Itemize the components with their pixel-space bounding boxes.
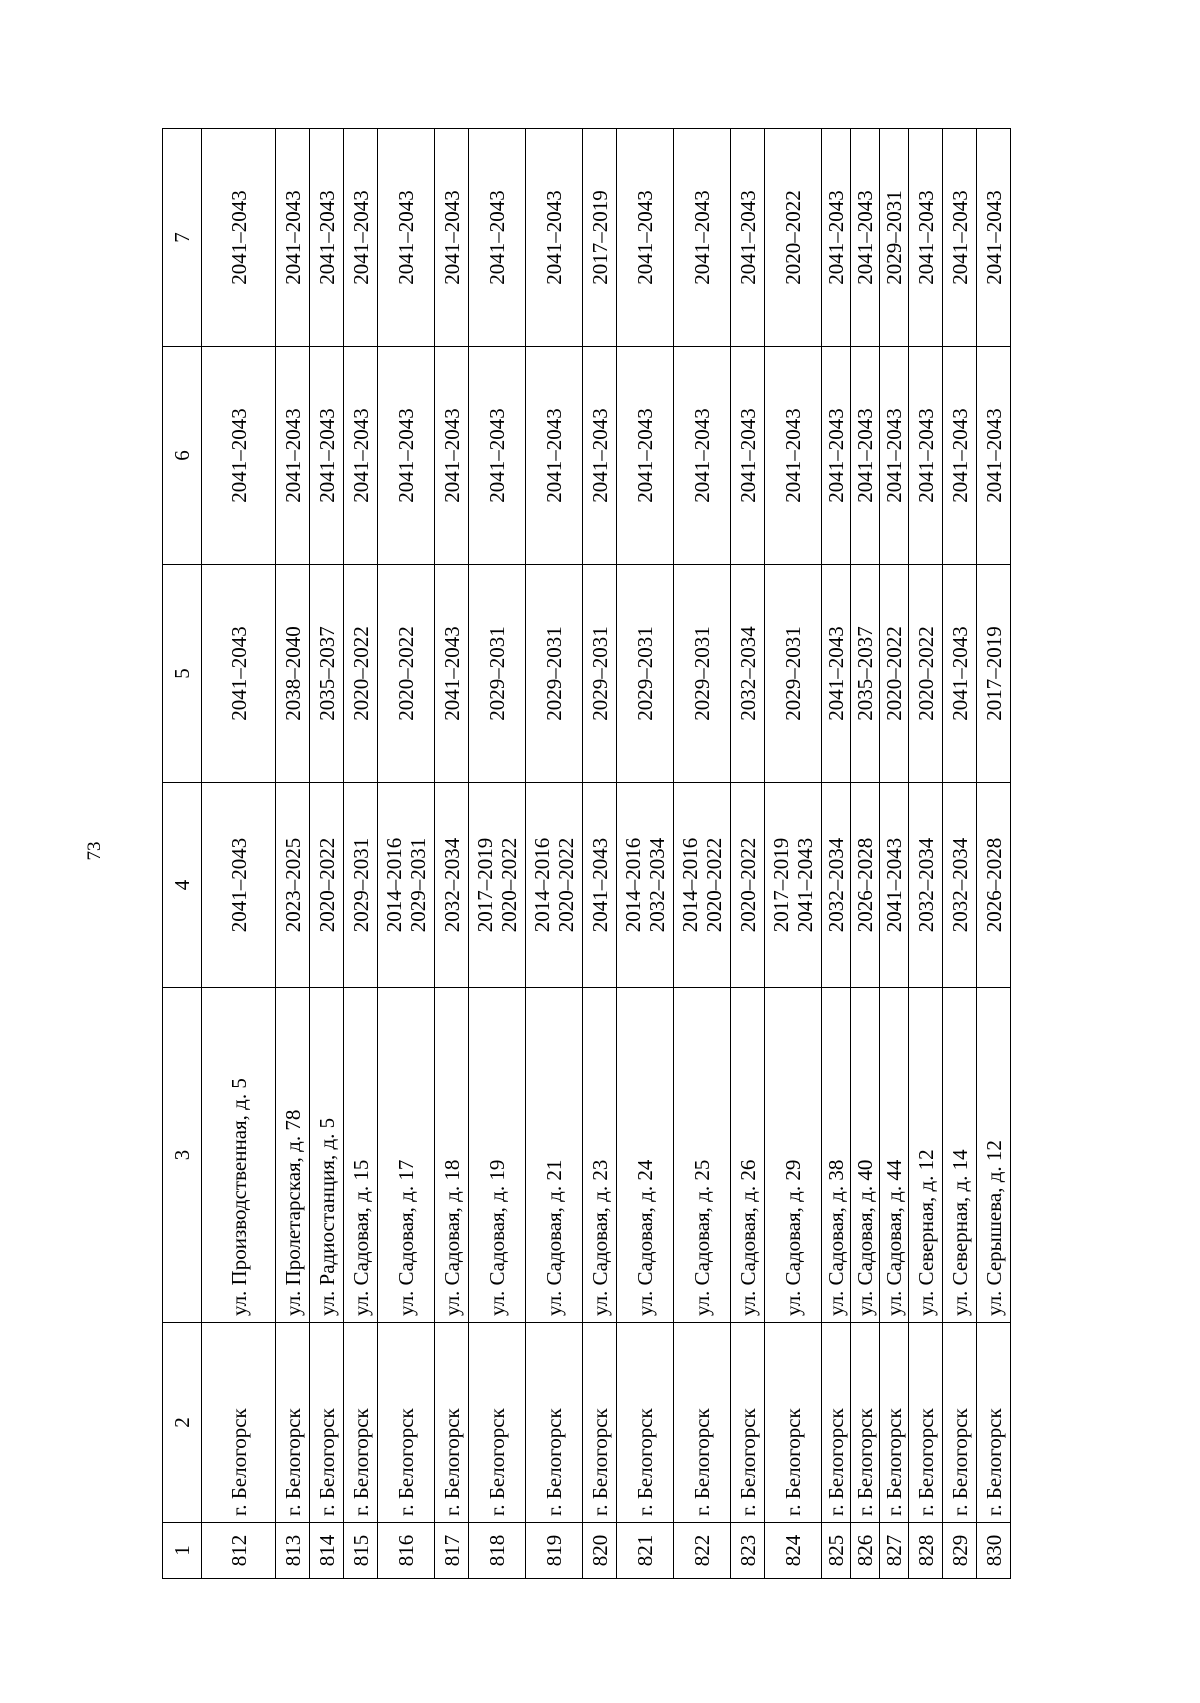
address-cell: ул. Садовая, д. 19 [469, 988, 526, 1323]
period-cell [731, 129, 765, 347]
row-number-cell: 822 [674, 1523, 731, 1579]
row-number-cell: 816 [378, 1523, 435, 1579]
table-row [674, 129, 731, 1579]
address-cell: ул. Пролетарская, д. 78 [276, 988, 310, 1323]
period-cell [880, 129, 909, 347]
table-row [344, 129, 378, 1579]
period-cell [822, 783, 851, 988]
period-value: 2032–2034 [735, 626, 760, 721]
row-number-cell: 830 [977, 1523, 1011, 1579]
period-cell [943, 129, 977, 347]
period-value: 2023–2025 [280, 837, 305, 933]
column-header: 6 [163, 347, 202, 565]
table-row [977, 129, 1011, 1579]
period-cell [202, 783, 276, 988]
row-number-cell: 813 [276, 1523, 310, 1579]
period-value: 2026–2028 [853, 837, 877, 933]
period-value: 2041–2043 [633, 408, 657, 503]
table-row [435, 129, 469, 1579]
period-value: 2014–2016 [382, 837, 406, 933]
period-value: 2032–2034 [645, 837, 669, 933]
period-cell [617, 347, 674, 565]
city-cell: г. Белогорск [276, 1323, 310, 1523]
period-cell [851, 347, 880, 565]
address-cell: ул. Северная, д. 12 [909, 988, 943, 1323]
period-value: 2041–2043 [913, 408, 938, 503]
period-cell [977, 783, 1011, 988]
period-cell [310, 565, 344, 783]
period-cell [526, 129, 583, 347]
table-row [731, 129, 765, 1579]
city-cell: г. Белогорск [851, 1323, 880, 1523]
address-cell: ул. Радиостанция, д. 5 [310, 988, 344, 1323]
period-cell [344, 565, 378, 783]
address-cell: ул. Садовая, д. 18 [435, 988, 469, 1323]
period-cell [435, 347, 469, 565]
address-cell: ул. Садовая, д. 38 [822, 988, 851, 1323]
period-value: 2020–2022 [314, 837, 339, 933]
city-cell: г. Белогорск [583, 1323, 617, 1523]
period-value: 2038–2040 [280, 626, 305, 721]
period-value: 2020–2022 [554, 837, 578, 933]
table-row [310, 129, 344, 1579]
period-cell [583, 129, 617, 347]
period-cell [202, 347, 276, 565]
period-value: 2020–2022 [348, 626, 373, 721]
column-header: 3 [163, 988, 202, 1323]
address-cell: ул. Производственная, д. 5 [202, 988, 276, 1323]
period-value: 2041–2043 [824, 408, 848, 503]
period-cell [674, 565, 731, 783]
period-value: 2041–2043 [280, 190, 305, 285]
table-row [943, 129, 977, 1579]
period-cell [943, 347, 977, 565]
table-row [880, 129, 909, 1579]
header-row [163, 129, 202, 1579]
city-cell: г. Белогорск [617, 1323, 674, 1523]
period-cell [435, 783, 469, 988]
period-value: 2020–2022 [497, 837, 521, 933]
period-cell [344, 129, 378, 347]
address-cell: ул. Садовая, д. 40 [851, 988, 880, 1323]
period-value: 2035–2037 [853, 626, 877, 721]
period-value: 2017–2019 [769, 837, 793, 933]
row-number-cell: 825 [822, 1523, 851, 1579]
column-header: 4 [163, 783, 202, 988]
period-value: 2020–2022 [735, 837, 760, 933]
period-value: 2041–2043 [314, 190, 339, 285]
address-cell: ул. Садовая, д. 15 [344, 988, 378, 1323]
period-cell [909, 347, 943, 565]
period-value: 2014–2016 [678, 837, 702, 933]
period-value: 2041–2043 [690, 408, 714, 503]
period-cell [202, 129, 276, 347]
period-value: 2041–2043 [439, 408, 464, 503]
city-cell: г. Белогорск [378, 1323, 435, 1523]
period-value: 2041–2043 [853, 408, 877, 503]
city-cell: г. Белогорск [435, 1323, 469, 1523]
period-cell [851, 565, 880, 783]
period-value: 2041–2043 [824, 190, 848, 285]
row-number-cell: 814 [310, 1523, 344, 1579]
city-cell: г. Белогорск [731, 1323, 765, 1523]
row-number-cell: 815 [344, 1523, 378, 1579]
row-number-cell: 821 [617, 1523, 674, 1579]
city-cell: г. Белогорск [943, 1323, 977, 1523]
period-value: 2041–2043 [485, 190, 509, 285]
period-value: 2041–2043 [348, 408, 373, 503]
period-cell [822, 347, 851, 565]
period-value: 2041–2043 [226, 837, 251, 933]
period-cell [617, 783, 674, 988]
city-cell: г. Белогорск [202, 1323, 276, 1523]
period-cell [674, 129, 731, 347]
period-cell [880, 783, 909, 988]
period-value: 2029–2031 [882, 190, 906, 285]
period-value: 2041–2043 [314, 408, 339, 503]
period-cell [526, 565, 583, 783]
period-value: 2041–2043 [280, 408, 305, 503]
period-cell [344, 783, 378, 988]
period-cell [276, 783, 310, 988]
table-row [469, 129, 526, 1579]
period-value: 2026–2028 [981, 837, 1006, 933]
period-cell [822, 565, 851, 783]
schedule-table [162, 128, 1011, 1579]
period-cell [583, 565, 617, 783]
column-header: 1 [163, 1523, 202, 1579]
page-number: 73 [84, 841, 105, 861]
period-value: 2041–2043 [981, 190, 1006, 285]
period-cell [276, 565, 310, 783]
period-value: 2041–2043 [485, 408, 509, 503]
period-cell [909, 129, 943, 347]
period-value: 2029–2031 [406, 837, 430, 933]
period-value: 2035–2037 [314, 626, 339, 721]
period-cell [909, 565, 943, 783]
table-row [202, 129, 276, 1579]
city-cell: г. Белогорск [765, 1323, 822, 1523]
period-value: 2041–2043 [981, 408, 1006, 503]
period-cell [378, 565, 435, 783]
period-cell [526, 783, 583, 988]
period-cell [276, 347, 310, 565]
table-row [617, 129, 674, 1579]
row-number-cell: 828 [909, 1523, 943, 1579]
city-cell: г. Белогорск [822, 1323, 851, 1523]
address-cell: ул. Садовая, д. 21 [526, 988, 583, 1323]
period-value: 2041–2043 [781, 408, 805, 503]
period-cell [880, 565, 909, 783]
city-cell: г. Белогорск [344, 1323, 378, 1523]
period-cell [378, 783, 435, 988]
period-cell [469, 565, 526, 783]
address-cell: ул. Садовая, д. 29 [765, 988, 822, 1323]
period-cell [765, 347, 822, 565]
period-value: 2041–2043 [824, 626, 848, 721]
period-value: 2020–2022 [882, 626, 906, 721]
table-row [822, 129, 851, 1579]
period-cell [674, 347, 731, 565]
row-number-cell: 827 [880, 1523, 909, 1579]
address-cell: ул. Садовая, д. 25 [674, 988, 731, 1323]
row-number-cell: 823 [731, 1523, 765, 1579]
period-value: 2032–2034 [913, 837, 938, 933]
row-number-cell: 826 [851, 1523, 880, 1579]
period-cell [583, 783, 617, 988]
period-value: 2041–2043 [542, 408, 566, 503]
period-cell [731, 783, 765, 988]
address-cell: ул. Садовая, д. 17 [378, 988, 435, 1323]
period-cell [202, 565, 276, 783]
period-cell [344, 347, 378, 565]
city-cell: г. Белогорск [909, 1323, 943, 1523]
period-cell [731, 565, 765, 783]
period-value: 2017–2019 [981, 626, 1006, 721]
column-header: 7 [163, 129, 202, 347]
period-value: 2041–2043 [439, 190, 464, 285]
period-cell [378, 129, 435, 347]
address-cell: ул. Садовая, д. 26 [731, 988, 765, 1323]
period-cell [851, 783, 880, 988]
period-cell [310, 347, 344, 565]
period-cell [765, 783, 822, 988]
period-value: 2020–2022 [913, 626, 938, 721]
period-value: 2041–2043 [690, 190, 714, 285]
period-value: 2029–2031 [587, 626, 612, 721]
period-value: 2029–2031 [781, 626, 805, 721]
period-value: 2029–2031 [485, 626, 509, 721]
period-value: 2020–2022 [702, 837, 726, 933]
address-cell: ул. Садовая, д. 23 [583, 988, 617, 1323]
period-value: 2041–2043 [853, 190, 877, 285]
period-cell [276, 129, 310, 347]
period-cell [435, 129, 469, 347]
period-value: 2014–2016 [530, 837, 554, 933]
city-cell: г. Белогорск [880, 1323, 909, 1523]
period-cell [469, 129, 526, 347]
period-value: 2041–2043 [735, 190, 760, 285]
period-value: 2041–2043 [394, 190, 418, 285]
table-row [851, 129, 880, 1579]
period-cell [977, 347, 1011, 565]
period-cell [617, 129, 674, 347]
period-value: 2014–2016 [621, 837, 645, 933]
period-value: 2017–2019 [587, 190, 612, 285]
row-number-cell: 817 [435, 1523, 469, 1579]
city-cell: г. Белогорск [977, 1323, 1011, 1523]
period-cell [310, 783, 344, 988]
period-value: 2032–2034 [439, 837, 464, 933]
period-value: 2020–2022 [394, 626, 418, 721]
table-row [583, 129, 617, 1579]
period-cell [880, 347, 909, 565]
period-value: 2041–2043 [226, 626, 251, 721]
city-cell: г. Белогорск [310, 1323, 344, 1523]
rotated-table-container [162, 129, 1042, 1579]
period-cell [851, 129, 880, 347]
period-value: 2041–2043 [394, 408, 418, 503]
period-value: 2041–2043 [882, 837, 906, 933]
period-cell [526, 347, 583, 565]
period-value: 2020–2022 [781, 190, 805, 285]
period-value: 2041–2043 [542, 190, 566, 285]
period-cell [765, 129, 822, 347]
period-value: 2029–2031 [542, 626, 566, 721]
table-row [378, 129, 435, 1579]
city-cell: г. Белогорск [674, 1323, 731, 1523]
table-row [909, 129, 943, 1579]
period-value: 2041–2043 [882, 408, 906, 503]
address-cell: ул. Серышева, д. 12 [977, 988, 1011, 1323]
period-value: 2041–2043 [793, 837, 817, 933]
city-cell: г. Белогорск [526, 1323, 583, 1523]
period-cell [977, 565, 1011, 783]
period-value: 2041–2043 [587, 408, 612, 503]
period-cell [617, 565, 674, 783]
period-value: 2029–2031 [348, 837, 373, 933]
period-cell [435, 565, 469, 783]
period-value: 2041–2043 [913, 190, 938, 285]
period-cell [469, 347, 526, 565]
period-value: 2029–2031 [690, 626, 714, 721]
row-number-cell: 819 [526, 1523, 583, 1579]
row-number-cell: 820 [583, 1523, 617, 1579]
row-number-cell: 824 [765, 1523, 822, 1579]
period-value: 2041–2043 [947, 408, 972, 503]
column-header: 5 [163, 565, 202, 783]
period-value: 2041–2043 [587, 837, 612, 933]
period-cell [943, 783, 977, 988]
period-value: 2041–2043 [735, 408, 760, 503]
period-value: 2041–2043 [947, 626, 972, 721]
address-cell: ул. Садовая, д. 24 [617, 988, 674, 1323]
address-cell: ул. Садовая, д. 44 [880, 988, 909, 1323]
period-cell [765, 565, 822, 783]
column-header: 2 [163, 1323, 202, 1523]
period-cell [822, 129, 851, 347]
period-value: 2032–2034 [824, 837, 848, 933]
period-value: 2041–2043 [226, 190, 251, 285]
period-cell [909, 783, 943, 988]
city-cell: г. Белогорск [469, 1323, 526, 1523]
period-cell [731, 347, 765, 565]
table-row [276, 129, 310, 1579]
table-row [765, 129, 822, 1579]
table-body [202, 129, 1011, 1579]
table-row [526, 129, 583, 1579]
period-value: 2041–2043 [439, 626, 464, 721]
address-cell: ул. Северная, д. 14 [943, 988, 977, 1323]
row-number-cell: 818 [469, 1523, 526, 1579]
period-value: 2017–2019 [473, 837, 497, 933]
period-cell [977, 129, 1011, 347]
period-value: 2041–2043 [633, 190, 657, 285]
period-cell [469, 783, 526, 988]
row-number-cell: 812 [202, 1523, 276, 1579]
period-value: 2041–2043 [947, 190, 972, 285]
row-number-cell: 829 [943, 1523, 977, 1579]
period-cell [674, 783, 731, 988]
period-value: 2029–2031 [633, 626, 657, 721]
period-cell [583, 347, 617, 565]
period-value: 2041–2043 [348, 190, 373, 285]
period-cell [943, 565, 977, 783]
period-value: 2032–2034 [947, 837, 972, 933]
period-cell [378, 347, 435, 565]
period-cell [310, 129, 344, 347]
period-value: 2041–2043 [226, 408, 251, 503]
